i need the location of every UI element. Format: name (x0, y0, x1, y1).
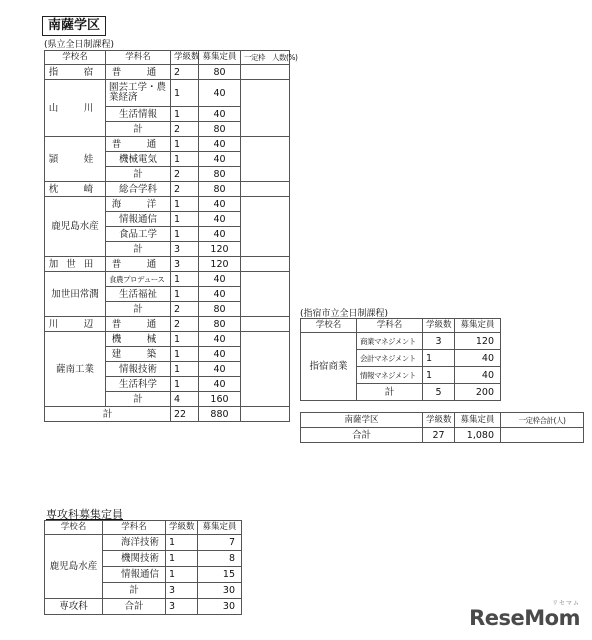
header-district: 南薩学区 (301, 413, 423, 428)
summary-row: 合計 27 1,080 (301, 428, 584, 443)
table-row: 指 宿 普 通 2 80 (45, 65, 290, 80)
table-row: 生活情報 1 40 (45, 107, 290, 122)
district-summary-table (300, 412, 584, 443)
table-row: 計 4 160 (45, 392, 290, 407)
header-classes: 学級数 (423, 319, 455, 333)
table-row: 建 築 1 40 (45, 347, 290, 362)
table-row: 機械電気 1 40 (45, 152, 290, 167)
table-row: 計 2 80 (45, 122, 290, 137)
table-row: 頴 娃 普 通 1 40 (45, 137, 290, 152)
header-classes: 学級数 (166, 521, 198, 535)
table-row: 生活福祉 1 40 (45, 287, 290, 302)
table-row: 機関技術 1 8 (45, 551, 242, 567)
header-school: 学校名 (301, 319, 357, 333)
table-row: 薩南工業 機 械 1 40 (45, 332, 290, 347)
table-row: 生活科学 1 40 (45, 377, 290, 392)
special-course-table (44, 520, 242, 615)
table-row: 計 3 30 (45, 583, 242, 599)
table-row: 情報通信 1 40 (45, 212, 290, 227)
main-quota-table (44, 50, 298, 422)
header-quota: 募集定員 (198, 521, 242, 535)
table-row: 加世田常潤 食農プロデュース 1 40 (45, 272, 290, 287)
header-quota: 募集定員 (199, 51, 241, 65)
table-row: 加世田 普 通 3 120 (45, 257, 290, 272)
table-row: 山 川 園芸工学・農業経済 1 40 (45, 80, 290, 107)
header-quota: 募集定員 (455, 319, 501, 333)
total-row: 専攻科 合計 3 30 (45, 599, 242, 615)
table-row: 鹿児島水産 海洋技術 1 7 (45, 535, 242, 551)
table-row: 川 辺 普 通 2 80 (45, 317, 290, 332)
city-quota-table (300, 318, 501, 401)
header-dept: 学科名 (357, 319, 423, 333)
table-row: 計 2 80 (45, 302, 290, 317)
header-school: 学校名 (45, 51, 106, 65)
table-row: 食品工学 1 40 (45, 227, 290, 242)
table-row: 枕 崎 総合学科 2 80 (45, 182, 290, 197)
header-quota: 募集定員 (455, 413, 501, 428)
header-school: 学校名 (45, 521, 103, 535)
table-row: 計 3 120 (45, 242, 290, 257)
table-row: 会計マネジメント 1 40 (301, 350, 501, 367)
table-row: 指宿商業 商業マネジメント 3 120 (301, 333, 501, 350)
header-classes: 学級数 (171, 51, 199, 65)
table-row: 計 5 200 (301, 384, 501, 401)
table-row: 情報通信 1 15 (45, 567, 242, 583)
header-classes: 学級数 (423, 413, 455, 428)
district-title: 南薩学区 (42, 16, 106, 36)
table-row: 情報技術 1 40 (45, 362, 290, 377)
header-fixed-total: 一定枠合計(人) (501, 413, 584, 428)
total-row: 計 22 880 (45, 407, 290, 422)
special-course-title: 専攻科募集定員 (46, 508, 123, 521)
city-caption: (指宿市立全日制課程) (300, 309, 389, 319)
header-dept: 学科名 (106, 51, 171, 65)
header-dept: 学科名 (103, 521, 166, 535)
table-row: 情報マネジメント 1 40 (301, 367, 501, 384)
header-fixed: 一定枠 人数(%) (241, 51, 290, 65)
table-row: 計 2 80 (45, 167, 290, 182)
prefectural-caption: (県立全日制課程) (44, 40, 115, 50)
table-row: 鹿児島水産 海 洋 1 40 (45, 197, 290, 212)
resemom-logo: ReseMom リセマム (469, 600, 580, 630)
